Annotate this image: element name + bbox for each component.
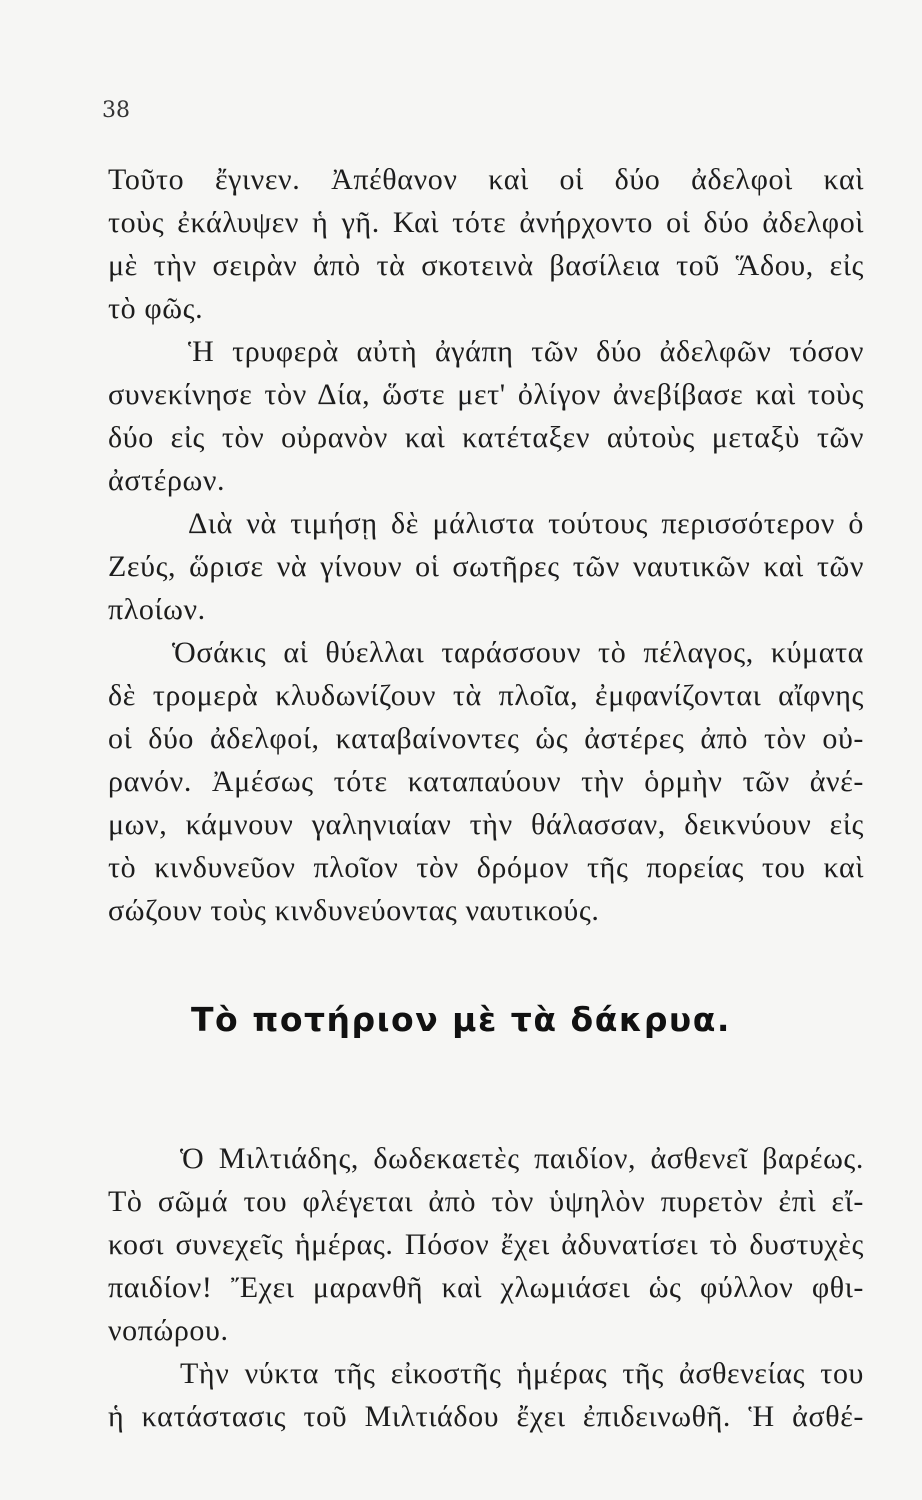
section-heading: Τὸ ποτήριον μὲ τὰ δάκρυα.: [191, 1000, 731, 1039]
text-line: ἡ κατάστασις τοῦ Μιλτιάδου ἔχει ἐπιδεινωθῆ. Ἡ ἀσθέ-: [108, 1400, 864, 1433]
paragraph-start-line: Ἡ τρυφερὰ αὐτὴ ἀγάπη τῶν δύο ἀδελφῶν τόσον: [188, 335, 864, 368]
text-line: σώζουν τοὺς κινδυνεύοντας ναυτικούς.: [108, 894, 600, 927]
paragraph-start-line: Διὰ νὰ τιμήσῃ δὲ μάλιστα τούτους περισσότερον ὁ: [188, 507, 864, 540]
text-line: τὸ φῶς.: [108, 292, 204, 325]
text-line: μὲ τὴν σειρὰν ἀπὸ τὰ σκοτεινὰ βασίλεια τοῦ Ἅδου, εἰς: [108, 249, 864, 282]
text-line: συνεκίνησε τὸν Δία, ὥστε μετ' ὀλίγον ἀνεβίβασε καὶ τοὺς: [108, 378, 864, 411]
paragraph-start-line: Ὁ Μιλτιάδης, δωδεκαετὲς παιδίον, ἀσθενεῖ βαρέως.: [180, 1142, 864, 1175]
text-line: πλοίων.: [108, 593, 206, 626]
text-line: κοσι συνεχεῖς ἡμέρας. Πόσον ἔχει ἀδυνατίσει τὸ δυστυχὲς: [108, 1228, 864, 1261]
paragraph-start-line: Τὴν νύκτα τῆς εἰκοστῆς ἡμέρας τῆς ἀσθενείας του: [180, 1357, 864, 1390]
paragraph-start-line: Ὁσάκις αἱ θύελλαι ταράσσουν τὸ πέλαγος, κύματα: [172, 636, 864, 669]
text-line: δύο εἰς τὸν οὐρανὸν καὶ κατέταξεν αὐτοὺς μεταξὺ τῶν: [108, 421, 864, 454]
text-line: τοὺς ἐκάλυψεν ἡ γῆ. Καὶ τότε ἀνήρχοντο οἱ δύο ἀδελφοὶ: [108, 206, 864, 239]
text-line: ρανόν. Ἀμέσως τότε καταπαύουν τὴν ὁρμὴν τῶν ἀνέ-: [108, 765, 864, 798]
page-number: 38: [102, 98, 130, 123]
text-line: τὸ κινδυνεῦον πλοῖον τὸν δρόμον τῆς πορείας του καὶ: [108, 851, 864, 884]
text-line: παιδίον! Ἔχει μαρανθῆ καὶ χλωμιάσει ὡς φύλλον φθι-: [108, 1271, 864, 1304]
text-line: μων, κάμνουν γαληνιαίαν τὴν θάλασσαν, δεικνύουν εἰς: [108, 808, 864, 841]
text-line: δὲ τρομερὰ κλυδωνίζουν τὰ πλοῖα, ἐμφανίζονται αἴφνης: [108, 679, 864, 712]
text-line: ἀστέρων.: [108, 464, 226, 497]
text-line: Ζεύς, ὥρισε νὰ γίνουν οἱ σωτῆρες τῶν ναυτικῶν καὶ τῶν: [108, 550, 864, 583]
text-line: νοπώρου.: [108, 1314, 229, 1347]
text-line: Τὸ σῶμά του φλέγεται ἀπὸ τὸν ὑψηλὸν πυρετὸν ἐπὶ εἴ-: [108, 1185, 864, 1218]
text-line: Τοῦτο ἔγινεν. Ἀπέθανον καὶ οἱ δύο ἀδελφοὶ καὶ: [108, 163, 864, 196]
text-line: οἱ δύο ἀδελφοί, καταβαίνοντες ὡς ἀστέρες ἀπὸ τὸν οὐ-: [108, 722, 864, 755]
